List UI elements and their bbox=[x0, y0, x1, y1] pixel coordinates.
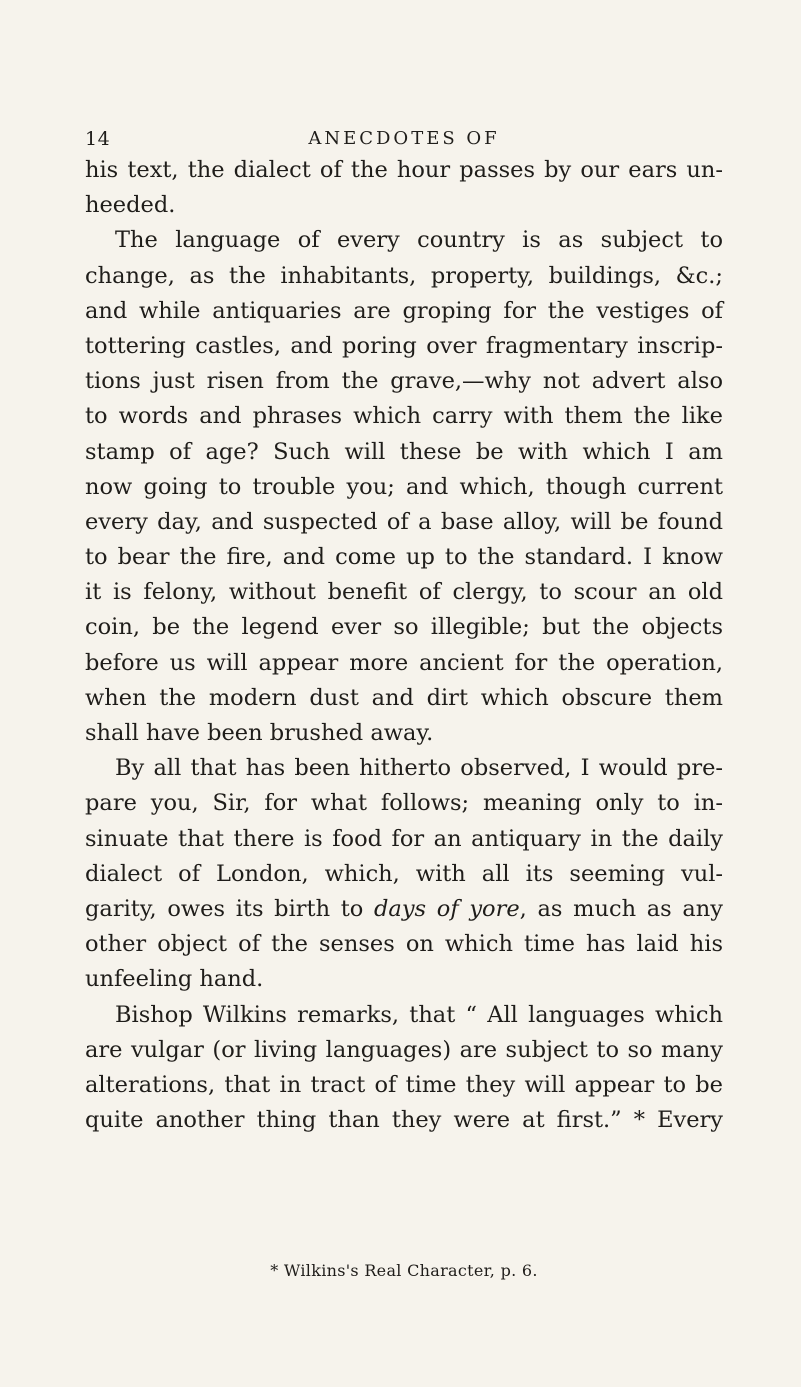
text-line: tions just risen from the grave,—why not advert also bbox=[85, 368, 723, 395]
text-line: dialect of London, which, with all its seeming vul- bbox=[85, 860, 723, 887]
text-line: and while antiquaries are groping for the vestiges of bbox=[85, 297, 723, 324]
running-head: ANECDOTES OF bbox=[308, 128, 500, 149]
text-segment: , as much as any bbox=[519, 895, 723, 922]
text-line-with-italic bbox=[85, 892, 723, 927]
text-line: quite another thing than they were at first.” * Every bbox=[85, 1107, 723, 1134]
paragraph-start-line: Bishop Wilkins remarks, that “ All languages which bbox=[115, 1001, 723, 1028]
text-line: are vulgar (or living languages) are subject to so many bbox=[85, 1036, 723, 1063]
italic-phrase: days of yore bbox=[374, 895, 520, 922]
text-line: sinuate that there is food for an antiquary in the daily bbox=[85, 825, 723, 852]
text-line: it is felony, without benefit of clergy, to scour an old bbox=[85, 579, 723, 606]
text-line: to words and phrases which carry with them the like bbox=[85, 403, 723, 430]
text-line: his text, the dialect of the hour passes by our ears un- bbox=[85, 157, 723, 183]
text-segment: garity, owes its birth to bbox=[85, 895, 364, 922]
page-number: 14 bbox=[85, 128, 111, 150]
text-line: pare you, Sir, for what follows; meaning only to in- bbox=[85, 790, 723, 817]
text-line: tottering castles, and poring over fragmentary inscrip- bbox=[85, 332, 723, 359]
text-line: now going to trouble you; and which, though current bbox=[85, 473, 723, 500]
paragraph-start-line: The language of every country is as subject to bbox=[115, 227, 723, 254]
text-line: every day, and suspected of a base alloy, will be found bbox=[85, 508, 723, 535]
paragraph-start-line: By all that has been hitherto observed, I would pre- bbox=[115, 755, 723, 782]
text-line: unfeeling hand. bbox=[85, 966, 264, 993]
text-line: to bear the fire, and come up to the standard. I know bbox=[85, 544, 723, 571]
text-line: shall have been brushed away. bbox=[85, 720, 434, 746]
text-line: coin, be the legend ever so illegible; but the objects bbox=[85, 614, 723, 641]
text-line: other object of the senses on which time has laid his bbox=[85, 931, 723, 958]
text-line: before us will appear more ancient for the operation, bbox=[85, 649, 723, 676]
footnote: * Wilkins's Real Character, p. 6. bbox=[270, 1261, 538, 1280]
text-line: heeded. bbox=[85, 192, 176, 219]
text-line: alterations, that in tract of time they will appear to be bbox=[85, 1071, 723, 1098]
text-line: stamp of age? Such will these be with which I am bbox=[85, 438, 723, 465]
text-line: change, as the inhabitants, property, buildings, &c.; bbox=[85, 262, 723, 289]
text-line: when the modern dust and dirt which obscure them bbox=[85, 684, 723, 711]
body-text bbox=[85, 153, 723, 1138]
